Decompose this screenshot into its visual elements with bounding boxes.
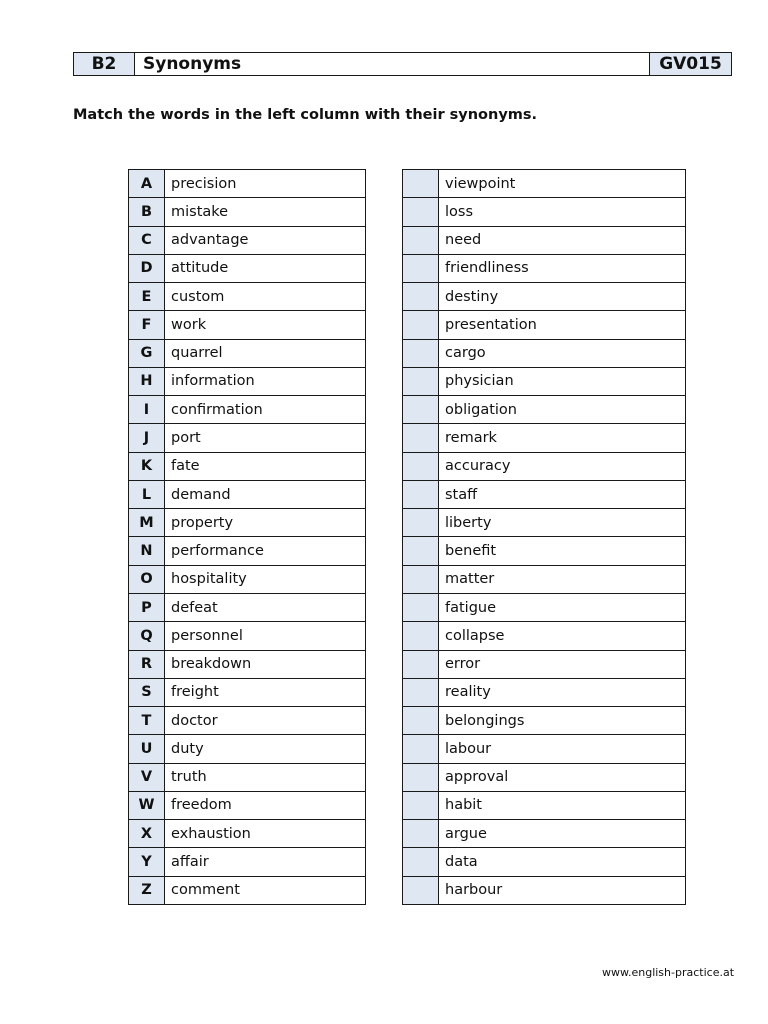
synonym-word: harbour	[439, 876, 686, 904]
left-table-row	[129, 763, 366, 791]
answer-letter-cell[interactable]	[403, 876, 439, 904]
row-letter: G	[129, 339, 165, 367]
answer-letter-cell[interactable]	[403, 283, 439, 311]
left-table-row	[129, 678, 366, 706]
left-table-row	[129, 707, 366, 735]
left-table-row	[129, 820, 366, 848]
row-letter: J	[129, 424, 165, 452]
synonym-word: cargo	[439, 339, 686, 367]
right-table-row	[403, 170, 686, 198]
row-letter: N	[129, 537, 165, 565]
left-word: freedom	[165, 791, 366, 819]
answer-letter-cell[interactable]	[403, 650, 439, 678]
synonym-word: presentation	[439, 311, 686, 339]
synonym-word: labour	[439, 735, 686, 763]
left-table-row	[129, 396, 366, 424]
left-word: custom	[165, 283, 366, 311]
row-letter: L	[129, 480, 165, 508]
right-table-row	[403, 254, 686, 282]
answer-letter-cell[interactable]	[403, 763, 439, 791]
synonym-word: reality	[439, 678, 686, 706]
synonym-table	[402, 169, 686, 905]
level-badge: B2	[74, 53, 135, 75]
answer-letter-cell[interactable]	[403, 820, 439, 848]
row-letter: U	[129, 735, 165, 763]
synonym-word: destiny	[439, 283, 686, 311]
answer-letter-cell[interactable]	[403, 537, 439, 565]
left-word: information	[165, 367, 366, 395]
right-table-row	[403, 480, 686, 508]
left-table-row	[129, 622, 366, 650]
right-table-row	[403, 537, 686, 565]
row-letter: M	[129, 509, 165, 537]
left-word: personnel	[165, 622, 366, 650]
row-letter: O	[129, 565, 165, 593]
right-table-row	[403, 820, 686, 848]
left-table-row	[129, 848, 366, 876]
left-word: truth	[165, 763, 366, 791]
left-table-row	[129, 735, 366, 763]
row-letter: B	[129, 198, 165, 226]
left-word: doctor	[165, 707, 366, 735]
answer-letter-cell[interactable]	[403, 198, 439, 226]
answer-letter-cell[interactable]	[403, 367, 439, 395]
answer-letter-cell[interactable]	[403, 593, 439, 621]
left-table-row	[129, 452, 366, 480]
row-letter: S	[129, 678, 165, 706]
synonym-word: staff	[439, 480, 686, 508]
synonym-word: accuracy	[439, 452, 686, 480]
right-table-row	[403, 311, 686, 339]
left-word: attitude	[165, 254, 366, 282]
worksheet-code: GV015	[649, 53, 731, 75]
row-letter: V	[129, 763, 165, 791]
synonym-word: habit	[439, 791, 686, 819]
left-word: quarrel	[165, 339, 366, 367]
right-table-row	[403, 593, 686, 621]
answer-letter-cell[interactable]	[403, 791, 439, 819]
row-letter: D	[129, 254, 165, 282]
left-word: performance	[165, 537, 366, 565]
left-table-row	[129, 424, 366, 452]
synonym-word: viewpoint	[439, 170, 686, 198]
synonym-word: argue	[439, 820, 686, 848]
left-table-row	[129, 593, 366, 621]
right-table-row	[403, 848, 686, 876]
synonym-word: approval	[439, 763, 686, 791]
left-table-row	[129, 283, 366, 311]
left-table-row	[129, 311, 366, 339]
synonym-word: error	[439, 650, 686, 678]
left-word: property	[165, 509, 366, 537]
left-word: comment	[165, 876, 366, 904]
left-word: duty	[165, 735, 366, 763]
answer-letter-cell[interactable]	[403, 170, 439, 198]
left-word: affair	[165, 848, 366, 876]
synonym-word: friendliness	[439, 254, 686, 282]
left-word: defeat	[165, 593, 366, 621]
row-letter: A	[129, 170, 165, 198]
right-table-row	[403, 424, 686, 452]
right-table-row	[403, 198, 686, 226]
answer-letter-cell[interactable]	[403, 339, 439, 367]
worksheet-header	[73, 52, 732, 76]
left-table-row	[129, 509, 366, 537]
row-letter: R	[129, 650, 165, 678]
answer-letter-cell[interactable]	[403, 622, 439, 650]
left-word: breakdown	[165, 650, 366, 678]
answer-letter-cell[interactable]	[403, 254, 439, 282]
row-letter: K	[129, 452, 165, 480]
row-letter: F	[129, 311, 165, 339]
footer-url: www.english-practice.at	[602, 966, 735, 979]
right-table-row	[403, 735, 686, 763]
right-table-row	[403, 367, 686, 395]
row-letter: Q	[129, 622, 165, 650]
left-table-row	[129, 198, 366, 226]
left-word: advantage	[165, 226, 366, 254]
right-table-row	[403, 876, 686, 904]
left-table-row	[129, 254, 366, 282]
right-table-row	[403, 791, 686, 819]
left-word: exhaustion	[165, 820, 366, 848]
worksheet-title: Synonyms	[135, 53, 649, 75]
right-table-row	[403, 763, 686, 791]
answer-letter-cell[interactable]	[403, 509, 439, 537]
row-letter: T	[129, 707, 165, 735]
left-word: demand	[165, 480, 366, 508]
synonym-word: loss	[439, 198, 686, 226]
left-word: confirmation	[165, 396, 366, 424]
synonym-word: liberty	[439, 509, 686, 537]
row-letter: X	[129, 820, 165, 848]
answer-letter-cell[interactable]	[403, 678, 439, 706]
answer-letter-cell[interactable]	[403, 735, 439, 763]
left-table-row	[129, 226, 366, 254]
left-word: work	[165, 311, 366, 339]
synonym-word: remark	[439, 424, 686, 452]
answer-letter-cell[interactable]	[403, 480, 439, 508]
synonym-word: belongings	[439, 707, 686, 735]
left-table-row	[129, 537, 366, 565]
right-table-row	[403, 509, 686, 537]
left-table-row	[129, 339, 366, 367]
synonym-word: data	[439, 848, 686, 876]
row-letter: Z	[129, 876, 165, 904]
row-letter: H	[129, 367, 165, 395]
left-table-row	[129, 367, 366, 395]
answer-letter-cell[interactable]	[403, 565, 439, 593]
row-letter: E	[129, 283, 165, 311]
left-word: port	[165, 424, 366, 452]
answer-letter-cell[interactable]	[403, 226, 439, 254]
synonym-word: benefit	[439, 537, 686, 565]
answer-letter-cell[interactable]	[403, 396, 439, 424]
right-table-row	[403, 283, 686, 311]
left-word: precision	[165, 170, 366, 198]
synonym-word: matter	[439, 565, 686, 593]
row-letter: P	[129, 593, 165, 621]
answer-letter-cell[interactable]	[403, 707, 439, 735]
left-table-row	[129, 480, 366, 508]
synonym-word: collapse	[439, 622, 686, 650]
right-table-row	[403, 650, 686, 678]
left-word: hospitality	[165, 565, 366, 593]
right-table-row	[403, 678, 686, 706]
row-letter: W	[129, 791, 165, 819]
left-word: freight	[165, 678, 366, 706]
left-table-row	[129, 170, 366, 198]
right-table-row	[403, 707, 686, 735]
left-word: fate	[165, 452, 366, 480]
synonym-word: physician	[439, 367, 686, 395]
left-table-row	[129, 565, 366, 593]
answer-letter-cell[interactable]	[403, 424, 439, 452]
synonym-word: need	[439, 226, 686, 254]
left-table-row	[129, 791, 366, 819]
synonym-word: fatigue	[439, 593, 686, 621]
row-letter: Y	[129, 848, 165, 876]
answer-letter-cell[interactable]	[403, 311, 439, 339]
answer-letter-cell[interactable]	[403, 848, 439, 876]
left-word-table	[128, 169, 366, 905]
right-table-row	[403, 226, 686, 254]
right-table-row	[403, 452, 686, 480]
right-table-row	[403, 622, 686, 650]
instruction-text: Match the words in the left column with their synonyms.	[73, 107, 538, 123]
synonym-word: obligation	[439, 396, 686, 424]
answer-letter-cell[interactable]	[403, 452, 439, 480]
left-word: mistake	[165, 198, 366, 226]
left-table-row	[129, 876, 366, 904]
right-table-row	[403, 339, 686, 367]
right-table-row	[403, 396, 686, 424]
right-table-row	[403, 565, 686, 593]
row-letter: I	[129, 396, 165, 424]
left-table-row	[129, 650, 366, 678]
row-letter: C	[129, 226, 165, 254]
